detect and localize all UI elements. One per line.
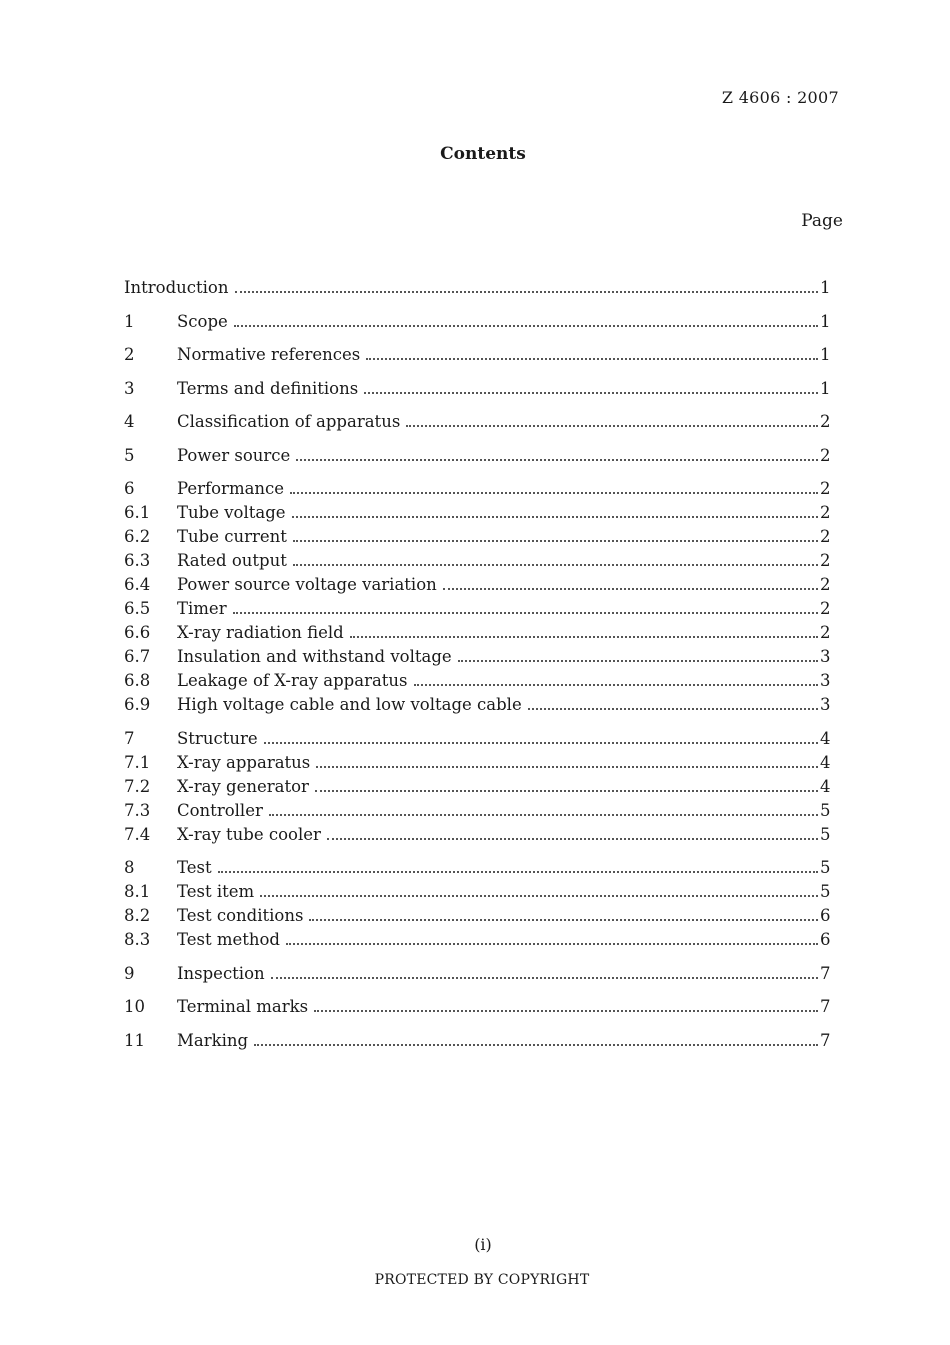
- toc-entry[interactable]: [124, 410, 830, 434]
- toc-dot-leader: [293, 540, 818, 542]
- toc-entry[interactable]: [124, 856, 830, 880]
- toc-entry-page: 5: [820, 858, 831, 877]
- toc-entry-title: Test conditions: [177, 906, 304, 925]
- toc-dot-leader: [218, 871, 818, 873]
- toc-entry-number: 6.7: [124, 647, 151, 666]
- toc-entry-title: Test item: [177, 882, 255, 901]
- toc-entry[interactable]: [124, 693, 830, 717]
- toc-entry-page: 2: [820, 412, 831, 431]
- toc-entry-number: 6.3: [124, 551, 151, 570]
- toc-entry-number: 10: [124, 997, 145, 1016]
- toc-entry-page: 2: [820, 527, 831, 546]
- toc-entry[interactable]: [124, 995, 830, 1019]
- toc-entry-number: 6.1: [124, 503, 151, 522]
- toc-entry-page: 4: [820, 728, 831, 748]
- toc-entry-page: 6: [820, 906, 831, 925]
- toc-entry-page: 4: [820, 776, 831, 796]
- toc-dot-leader: [443, 588, 818, 590]
- toc-dot-leader: [406, 425, 818, 427]
- toc-entry-title: High voltage cable and low voltage cable: [177, 695, 522, 714]
- toc-dot-leader: [366, 358, 818, 360]
- toc-entry-title: X-ray tube cooler: [177, 824, 321, 844]
- toc-dot-leader: [233, 612, 818, 614]
- table-of-contents: [124, 276, 830, 1053]
- toc-entry[interactable]: [124, 276, 830, 300]
- toc-entry-number: 6: [124, 479, 135, 498]
- toc-entry-page: 4: [820, 752, 831, 772]
- toc-entry[interactable]: [124, 823, 830, 847]
- toc-entry-title: Test: [177, 858, 212, 877]
- toc-entry-page: 5: [820, 882, 831, 901]
- toc-entry-number: 9: [124, 963, 135, 983]
- toc-dot-leader: [315, 790, 818, 792]
- toc-dot-leader: [271, 977, 818, 979]
- toc-entry-title: Structure: [177, 728, 258, 748]
- toc-entry-page: 3: [820, 671, 831, 690]
- toc-entry-number: 6.4: [124, 575, 151, 594]
- toc-dot-leader: [254, 1044, 818, 1046]
- toc-entry-number: 11: [124, 1030, 145, 1050]
- toc-dot-leader: [286, 943, 818, 945]
- toc-dot-leader: [414, 684, 818, 686]
- toc-dot-leader: [260, 895, 818, 897]
- toc-entry-number: 8.3: [124, 930, 151, 949]
- toc-entry-number: 5: [124, 445, 135, 465]
- toc-entry-page: 3: [820, 647, 831, 666]
- toc-entry-page: 2: [820, 551, 831, 570]
- toc-entry[interactable]: [124, 751, 830, 775]
- page-title: Contents: [440, 144, 526, 164]
- toc-entry-title: Insulation and withstand voltage: [177, 647, 452, 666]
- toc-entry-number: 6.8: [124, 671, 151, 690]
- toc-entry-number: 6.2: [124, 527, 151, 546]
- toc-entry-number: 7.4: [124, 824, 151, 844]
- toc-entry-number: 8.1: [124, 882, 151, 901]
- toc-entry-page: 5: [820, 800, 831, 820]
- toc-entry[interactable]: [124, 573, 830, 597]
- toc-entry[interactable]: [124, 310, 830, 334]
- toc-entry[interactable]: [124, 928, 830, 952]
- page-column-heading: Page: [801, 211, 843, 231]
- toc-dot-leader: [234, 325, 818, 327]
- toc-entry-title: Introduction: [124, 278, 229, 297]
- page-number: (i): [474, 1235, 492, 1254]
- toc-entry-number: 8: [124, 858, 135, 877]
- toc-entry-page: 1: [820, 311, 831, 331]
- toc-entry[interactable]: [124, 549, 830, 573]
- toc-entry-page: 3: [820, 695, 831, 714]
- toc-entry-title: Marking: [177, 1030, 249, 1050]
- toc-entry-title: Timer: [177, 599, 227, 618]
- toc-entry-page: 2: [820, 445, 831, 465]
- toc-entry-number: 3: [124, 378, 135, 398]
- toc-entry[interactable]: [124, 904, 830, 928]
- toc-entry[interactable]: [124, 525, 830, 549]
- toc-entry-title: X-ray generator: [177, 776, 309, 796]
- toc-dot-leader: [264, 742, 818, 744]
- toc-entry[interactable]: [124, 501, 830, 525]
- toc-entry-title: Power source: [177, 445, 291, 465]
- toc-entry-page: 2: [820, 575, 831, 594]
- toc-entry-page: 7: [820, 997, 831, 1016]
- toc-dot-leader: [528, 708, 818, 710]
- toc-entry-title: Controller: [177, 800, 263, 820]
- toc-entry-title: X-ray apparatus: [177, 752, 311, 772]
- toc-entry-title: Power source voltage variation: [177, 575, 437, 594]
- toc-entry-title: Performance: [177, 479, 285, 498]
- toc-entry-page: 1: [820, 278, 831, 297]
- toc-entry-number: 7.1: [124, 752, 151, 772]
- toc-entry-title: Inspection: [177, 963, 265, 983]
- toc-dot-leader: [269, 814, 818, 816]
- toc-dot-leader: [316, 766, 818, 768]
- toc-entry-number: 6.5: [124, 599, 151, 618]
- toc-dot-leader: [327, 838, 818, 840]
- toc-entry[interactable]: [124, 477, 830, 501]
- toc-entry-number: 7.2: [124, 776, 151, 796]
- toc-dot-leader: [235, 291, 819, 293]
- document-id: Z 4606 : 2007: [721, 88, 839, 107]
- toc-entry-number: 7.3: [124, 800, 151, 820]
- toc-entry[interactable]: [124, 645, 830, 669]
- toc-entry-title: Classification of apparatus: [177, 412, 401, 431]
- toc-dot-leader: [458, 660, 818, 662]
- toc-dot-leader: [309, 919, 818, 921]
- toc-entry[interactable]: [124, 343, 830, 367]
- toc-entry-number: 6.9: [124, 695, 151, 714]
- toc-entry-page: 1: [820, 345, 831, 364]
- toc-entry-number: 6.6: [124, 623, 151, 642]
- toc-dot-leader: [364, 392, 818, 394]
- toc-entry[interactable]: [124, 1029, 830, 1053]
- toc-entry-number: 2: [124, 345, 135, 364]
- toc-entry[interactable]: [124, 727, 830, 751]
- toc-entry[interactable]: [124, 775, 830, 799]
- toc-entry-page: 7: [820, 1030, 831, 1050]
- toc-dot-leader: [314, 1010, 818, 1012]
- toc-entry-title: Terms and definitions: [177, 378, 359, 398]
- copyright-notice: PROTECTED BY COPYRIGHT: [374, 1272, 590, 1288]
- toc-entry-page: 2: [820, 599, 831, 618]
- toc-entry-title: Tube current: [177, 527, 287, 546]
- toc-entry-title: Test method: [177, 930, 280, 949]
- toc-entry-page: 1: [820, 378, 831, 398]
- toc-entry-number: 7: [124, 728, 135, 748]
- toc-entry-title: Rated output: [177, 551, 287, 570]
- toc-entry-title: Tube voltage: [177, 503, 286, 522]
- toc-dot-leader: [292, 516, 818, 518]
- toc-entry-page: 7: [820, 963, 831, 983]
- toc-dot-leader: [350, 636, 818, 638]
- toc-entry-title: Scope: [177, 311, 228, 331]
- toc-entry[interactable]: [124, 799, 830, 823]
- toc-entry[interactable]: [124, 669, 830, 693]
- toc-entry[interactable]: [124, 597, 830, 621]
- toc-entry-page: 2: [820, 503, 831, 522]
- toc-entry[interactable]: [124, 444, 830, 468]
- toc-entry-page: 6: [820, 930, 831, 949]
- toc-entry-number: 4: [124, 412, 135, 431]
- toc-entry-page: 2: [820, 479, 831, 498]
- toc-entry-title: Leakage of X-ray apparatus: [177, 671, 408, 690]
- toc-entry-title: X-ray radiation field: [177, 623, 344, 642]
- toc-entry-title: Normative references: [177, 345, 361, 364]
- toc-entry[interactable]: [124, 962, 830, 986]
- toc-entry-number: 8.2: [124, 906, 151, 925]
- toc-entry-page: 2: [820, 623, 831, 642]
- toc-dot-leader: [293, 564, 818, 566]
- toc-entry[interactable]: [124, 621, 830, 645]
- toc-entry-page: 5: [820, 824, 831, 844]
- toc-dot-leader: [296, 459, 818, 461]
- toc-entry-number: 1: [124, 311, 135, 331]
- toc-entry[interactable]: [124, 880, 830, 904]
- toc-entry[interactable]: [124, 377, 830, 401]
- toc-dot-leader: [290, 492, 818, 494]
- toc-entry-title: Terminal marks: [177, 997, 309, 1016]
